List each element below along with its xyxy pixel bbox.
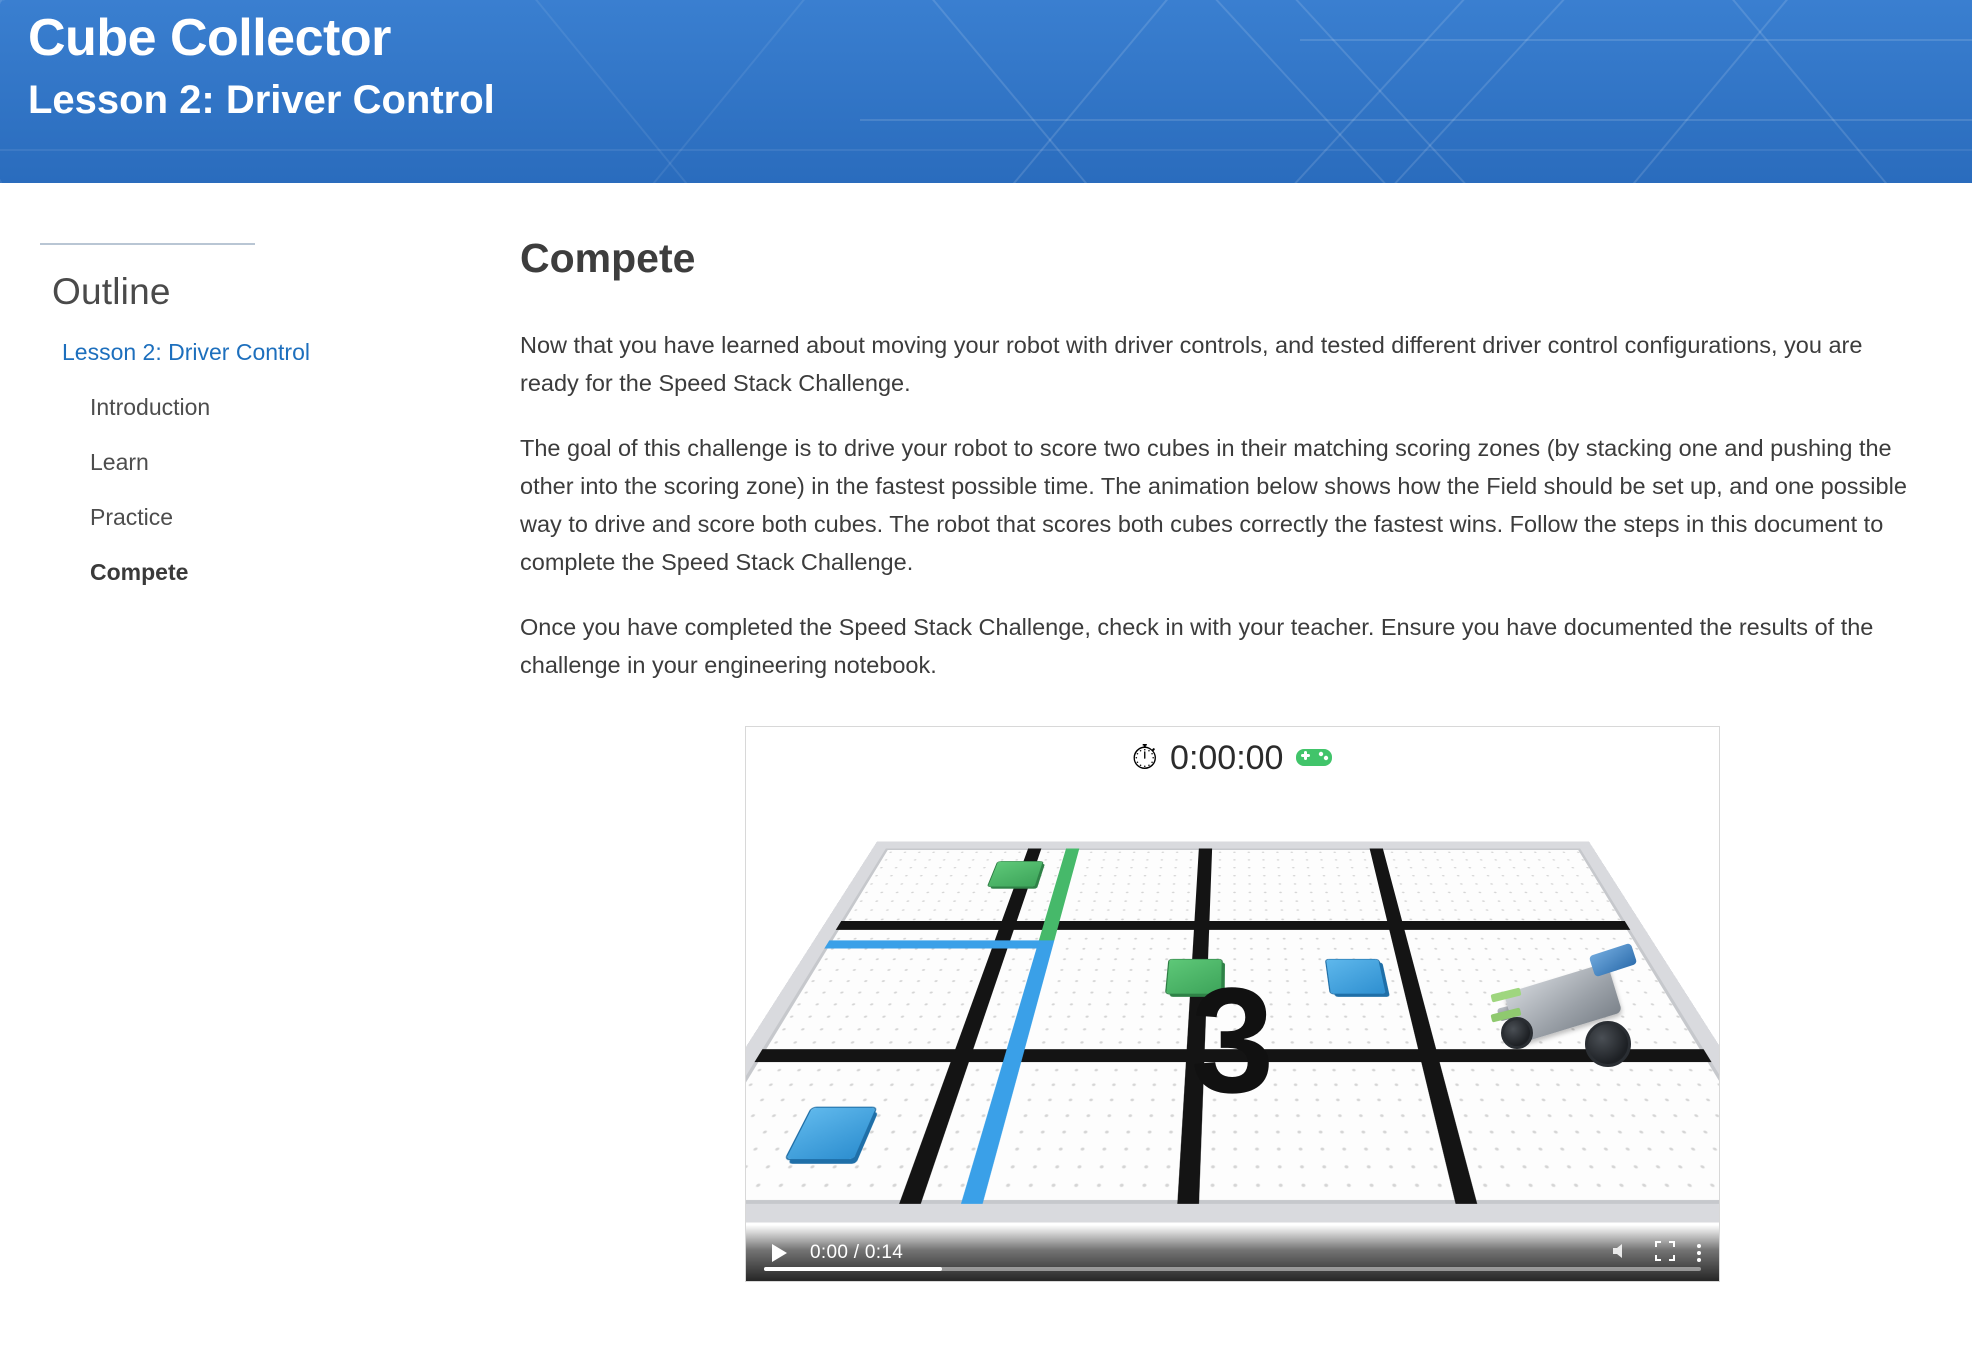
countdown-number: 3 (1190, 956, 1275, 1125)
paragraph-goal: The goal of this challenge is to drive your robot to score two cubes in their matching scoring zones (by stacking one and pushing the other into the scoring zone) in the fastest possible time. The animation below shows how the Field should be set up, and one possible way to drive and score both cubes. The robot that scores both cubes correctly the fastest wins. Follow the steps in this document to complete the Speed Stack Challenge. (520, 434, 1907, 576)
sidebar-item-practice[interactable]: Practice (90, 504, 174, 530)
sidebar-item-compete[interactable]: Compete (90, 559, 189, 585)
page-header (0, 0, 1972, 183)
gamepad-icon (1295, 742, 1333, 775)
video-controls[interactable] (746, 1225, 1719, 1281)
page-title: Compete (520, 235, 696, 281)
video-player[interactable] (745, 726, 1720, 1282)
simulation-field (746, 789, 1719, 1226)
sidebar-item-introduction[interactable]: Introduction (90, 394, 211, 420)
play-button[interactable] (764, 1238, 794, 1268)
main-content (480, 183, 1972, 1368)
app-title: Cube Collector (28, 9, 391, 67)
video-time-display: 0:00 / 0:14 (810, 1242, 904, 1264)
timer-value: 0:00:00 (1170, 738, 1284, 777)
field-line-black (1369, 849, 1477, 1204)
robot-wheel (1501, 1017, 1533, 1049)
lesson-title: Lesson 2: Driver Control (28, 78, 495, 123)
outline-heading: Outline (52, 271, 171, 312)
kebab-dot (1697, 1244, 1701, 1248)
sidebar-divider (40, 243, 255, 245)
cube-blue (786, 1108, 876, 1159)
fullscreen-icon[interactable] (1655, 1241, 1675, 1266)
robot (1491, 939, 1641, 1079)
cube-blue (1326, 960, 1386, 994)
stopwatch-icon: ⏱ (1131, 739, 1159, 778)
robot-battery (1589, 943, 1638, 978)
more-options-icon[interactable] (1697, 1244, 1701, 1262)
field-line-blue (960, 941, 1053, 1205)
field-line-blue (824, 941, 1050, 949)
paragraph-wrapup: Once you have completed the Speed Stack Challenge, check in with your teacher. Ensure you have documented the results of the challenge in your engineering notebook. (520, 613, 1874, 679)
play-icon (772, 1244, 787, 1262)
sidebar-item-lesson[interactable]: Lesson 2: Driver Control (62, 339, 310, 365)
sidebar (0, 183, 480, 1368)
video-progress-fill (764, 1267, 942, 1271)
video-progress-bar[interactable] (764, 1267, 1701, 1271)
cube-green (988, 862, 1043, 887)
video-overlay-topbar (746, 727, 1719, 789)
kebab-dot (1697, 1258, 1701, 1262)
volume-icon[interactable] (1611, 1242, 1633, 1265)
kebab-dot (1697, 1251, 1701, 1255)
paragraph-intro: Now that you have learned about moving your robot with driver controls, and tested different driver control configurations, you are ready for the Speed Stack Challenge. (520, 332, 1863, 397)
robot-wheel (1585, 1021, 1631, 1067)
page-body (0, 183, 1972, 1368)
field-line-black (835, 921, 1629, 930)
sidebar-item-learn[interactable]: Learn (90, 449, 149, 475)
